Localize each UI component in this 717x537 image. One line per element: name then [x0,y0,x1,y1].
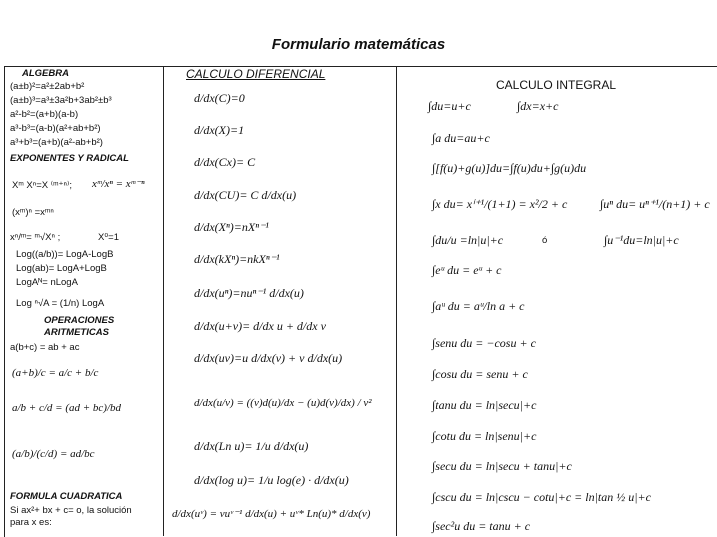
integral-formula: ∫senu du = −cosu + c [432,336,536,350]
diff-formula: d/dx(uv)=u d/dx(v) + v d/dx(u) [194,351,343,365]
integral-formula: ∫secu du = ln|secu + tanu|+c [432,459,572,473]
exponent-line: (xᵐ)ⁿ =xᵐⁿ [12,207,54,218]
diff-formula: d/dx(uⁿ)=nuⁿ⁻¹ d/dx(u) [194,286,304,300]
integral-formula: ∫uⁿ du= uⁿ⁺¹/(n+1) + c [600,197,710,211]
integral-heading: CALCULO INTEGRAL [496,78,617,92]
arith-heading: ARITMETICAS [44,327,109,338]
algebra-line: a²-b²=(a+b)(a-b) [10,109,79,120]
diff-formula: d/dx(C)=0 [194,91,245,105]
log-line: LogAᴺ= nLogA [16,277,78,288]
or-label: ó [542,235,548,246]
arith-heading: OPERACIONES [44,315,115,326]
diff-heading: CALCULO DIFERENCIAL [186,67,326,81]
integral-formula: ∫cotu du = ln|senu|+c [432,429,537,443]
diff-formula: d/dx(X)=1 [194,123,245,137]
integral-formula: ∫a du=au+c [432,131,490,145]
exponent-line: X⁰=1 [98,232,119,243]
integral-formula: ∫x du= xⁱ⁺¹/(1+1) = x²/2 + c [432,197,568,211]
arith-line: a/b + c/d = (ad + bc)/bd [12,402,122,414]
integral-formula: ∫cosu du = senu + c [432,367,528,381]
algebra-line: a³-b³=(a-b)(a²+ab+b²) [10,123,101,134]
algebra-line: a³+b³=(a+b)(a²-ab+b²) [10,137,103,148]
column-divider [396,66,397,536]
integral-formula: ∫du=u+c [428,99,471,113]
diff-formula: d/dx(kXⁿ)=nkXⁿ⁻¹ [194,252,280,266]
exponent-line: xⁿ/ᵐ= ᵐ√Xⁿ ; [10,232,61,243]
diff-formula: d/dx(Ln u)= 1/u d/dx(u) [194,439,309,453]
diff-formula: d/dx(uᵛ) = vuᵛ⁻¹ d/dx(u) + uᵛ* Ln(u)* d/dx(v) [172,508,371,520]
diff-formula: d/dx(log u)= 1/u log(e) · d/dx(u) [194,473,349,487]
integral-formula: ∫u⁻¹du=ln|u|+c [604,233,679,247]
integral-formula: ∫sec²u du = tanu + c [432,519,531,533]
log-line: Log(ab)= LogA+LogB [16,263,107,274]
exponent-line: Xᵐ Xⁿ=X ⁽ᵐ⁺ⁿ⁾; [12,180,72,191]
algebra-line: (a±b)²=a²±2ab+b² [10,81,85,92]
integral-formula: ∫cscu du = ln|cscu − cotu|+c = ln|tan ½ u|+c [432,490,651,504]
integral-formula: ∫dx=x+c [517,99,559,113]
integral-formula: ∫eᵘ du = eᵘ + c [432,263,502,277]
exponents-heading: EXPONENTES Y RADICAL [10,153,129,164]
diff-formula: d/dx(Xⁿ)=nXⁿ⁻¹ [194,220,269,234]
quadratic-text: Si ax²+ bx + c= o, la solución [10,505,132,516]
column-divider [163,66,164,536]
quadratic-text: para x es: [10,517,52,528]
formula-table [4,66,717,537]
algebra-heading: ALGEBRA [22,68,69,79]
diff-formula: d/dx(CU)= C d/dx(u) [194,188,297,202]
integral-formula: ∫tanu du = ln|secu|+c [432,398,537,412]
algebra-line: (a±b)³=a³±3a²b+3ab²±b³ [10,95,112,106]
page-title: Formulario matemáticas [271,36,446,53]
integral-formula: ∫du/u =ln|u|+c [432,233,504,247]
exponent-line: xᵐ/xⁿ = xᵐ⁻ⁿ [92,178,145,190]
integral-formula: ∫[f(u)+g(u)]du=∫f(u)du+∫g(u)du [432,161,587,175]
arith-line: (a/b)/(c/d) = ad/bc [12,448,95,460]
arith-line: (a+b)/c = a/c + b/c [12,367,99,379]
diff-formula: d/dx(Cx)= C [194,155,256,169]
diff-formula: d/dx(u/v) = ((v)d(u)/dx − (u)d(v)/dx) / v² [194,397,372,409]
quadratic-heading: FORMULA CUADRATICA [10,491,123,502]
integral-formula: ∫aᵘ du = aᵘ/ln a + c [432,299,525,313]
log-line: Log ⁿ√A = (1/n) LogA [16,298,105,309]
diff-formula: d/dx(u+v)= d/dx u + d/dx v [194,319,326,333]
arith-line: a(b+c) = ab + ac [10,342,80,353]
log-line: Log((a/b))= LogA-LogB [16,249,114,260]
